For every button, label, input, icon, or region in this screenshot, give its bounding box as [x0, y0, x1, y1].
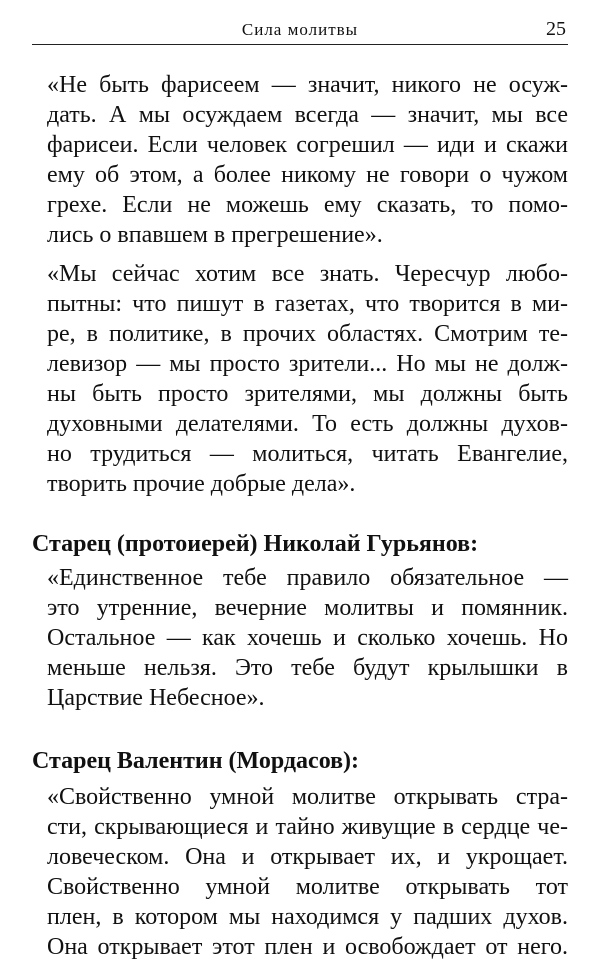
- quote-paragraph-4: [47, 782, 568, 962]
- text-line: пытны: что пишут в газетах, что творится в ми-: [47, 291, 568, 317]
- text-line: грехе. Если не можешь ему сказать, то помо-: [47, 192, 568, 218]
- text-line: творить прочие добрые дела».: [47, 471, 356, 497]
- text-line: ловеческом. Она и открывает их, и укрощает.: [47, 844, 568, 870]
- text-line: Свойственно умной молитве открывать тот: [47, 874, 568, 900]
- section-heading-valentin-mordasov: Старец Валентин (Мордасов):: [32, 748, 360, 774]
- text-line: Царствие Небесное».: [47, 685, 265, 711]
- text-line: «Свойственно умной молитве открывать стра-: [47, 784, 568, 810]
- quote-paragraph-1: [47, 70, 568, 250]
- text-line: Она открывает этот плен и освобождает от него.: [47, 934, 568, 960]
- text-line: сти, скрывающиеся и тайно живущие в сердце че-: [47, 814, 568, 840]
- text-line: ны быть просто зрителями, мы должны быть: [47, 381, 568, 407]
- text-line: но трудиться — молиться, читать Евангелие,: [47, 441, 568, 467]
- text-line: «Не быть фарисеем — значит, никого не осуж-: [47, 72, 568, 98]
- text-line: духовными делателями. То есть должны духов-: [47, 411, 568, 437]
- section-heading-nikolai-guryanov: Старец (протоиерей) Николай Гурьянов:: [32, 531, 479, 557]
- text-line: ему об этом, а более никому не говори о чужом: [47, 162, 568, 188]
- text-line: меньше нельзя. Это тебе будут крылышки в: [47, 655, 568, 681]
- page-number: 25: [546, 18, 566, 40]
- text-line: «Мы сейчас хотим все знать. Чересчур любо-: [47, 261, 568, 287]
- text-line: дать. А мы осуждаем всегда — значит, мы все: [47, 102, 568, 128]
- text-line: ре, в политике, в прочих областях. Смотрим те-: [47, 321, 568, 347]
- quote-paragraph-3: [47, 563, 568, 713]
- running-title: Сила молитвы: [241, 20, 359, 39]
- text-line: это утренние, вечерние молитвы и помянник.: [47, 595, 568, 621]
- text-line: фарисеи. Если человек согрешил — иди и скажи: [47, 132, 568, 158]
- text-line: Остальное — как хочешь и сколько хочешь. Но: [47, 625, 568, 651]
- text-line: лись о впавшем в прегрешение».: [47, 222, 383, 248]
- text-line: «Единственное тебе правило обязательное —: [47, 565, 568, 591]
- text-line: левизор — мы просто зрители... Но мы не долж-: [47, 351, 568, 377]
- running-head: [32, 18, 568, 45]
- text-line: плен, в котором мы находимся у падших духов.: [47, 904, 568, 930]
- quote-paragraph-2: [47, 259, 568, 499]
